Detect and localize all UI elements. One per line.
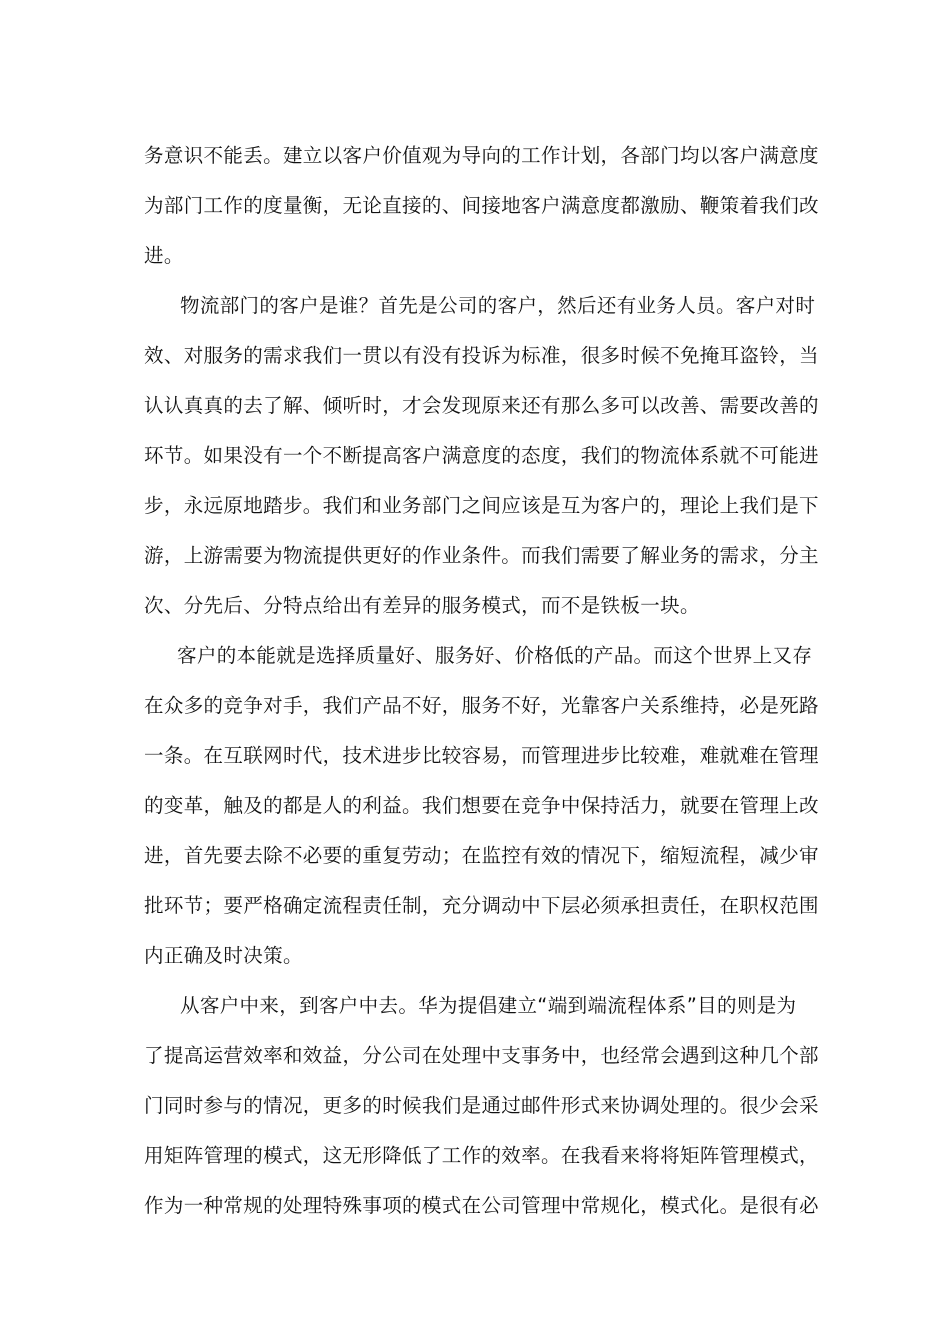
text-line: 进，首先要去除不必要的重复劳动；在监控有效的情况下，缩短流程，减少审 bbox=[144, 844, 819, 867]
text-line: 进。 bbox=[144, 244, 184, 267]
text-line: 的变革，触及的都是人的利益。我们想要在竞争中保持活力，就要在管理上改 bbox=[144, 794, 819, 817]
document-body bbox=[144, 131, 819, 1231]
text-line: 了提高运营效率和效益，分公司在处理中支事务中，也经常会遇到这种几个部 bbox=[144, 1044, 819, 1067]
text-line: 用矩阵管理的模式，这无形降低了工作的效率。在我看来将将矩阵管理模式， bbox=[144, 1144, 819, 1167]
text-line: 门同时参与的情况，更多的时候我们是通过邮件形式来协调处理的。很少会采 bbox=[144, 1094, 819, 1117]
text-line: 为部门工作的度量衡，无论直接的、间接地客户满意度都激励、鞭策着我们改 bbox=[144, 194, 819, 217]
text-line: 批环节；要严格确定流程责任制，充分调动中下层必须承担责任，在职权范围 bbox=[144, 894, 819, 917]
text-line: 一条。在互联网时代，技术进步比较容易，而管理进步比较难，难就难在管理 bbox=[144, 744, 819, 767]
paragraph-4 bbox=[144, 981, 819, 1231]
text-line: 作为一种常规的处理特殊事项的模式在公司管理中常规化，模式化。是很有必 bbox=[144, 1194, 819, 1217]
text-line: 客户的本能就是选择质量好、服务好、价格低的产品。而这个世界上又存 bbox=[177, 644, 813, 667]
text-line: 环节。如果没有一个不断提高客户满意度的态度，我们的物流体系就不可能进 bbox=[144, 444, 819, 467]
text-line: 从客户中来，到客户中去。华为提倡建立“端到端流程体系”目的则是为 bbox=[180, 994, 797, 1017]
text-line: 认认真真的去了解、倾听时，才会发现原来还有那么多可以改善、需要改善的 bbox=[144, 394, 819, 417]
text-line: 次、分先后、分特点给出有差异的服务模式，而不是铁板一块。 bbox=[144, 594, 700, 617]
text-line: 效、对服务的需求我们一贯以有没有投诉为标准，很多时候不免掩耳盗铃，当 bbox=[144, 344, 819, 367]
text-line: 内正确及时决策。 bbox=[144, 944, 303, 967]
text-line: 物流部门的客户是谁？首先是公司的客户，然后还有业务人员。客户对时 bbox=[180, 294, 816, 317]
text-line: 游，上游需要为物流提供更好的作业条件。而我们需要了解业务的需求，分主 bbox=[144, 544, 819, 567]
text-line: 在众多的竞争对手，我们产品不好，服务不好，光靠客户关系维持，必是死路 bbox=[144, 694, 819, 717]
text-line: 务意识不能丢。建立以客户价值观为导向的工作计划，各部门均以客户满意度 bbox=[144, 144, 819, 167]
paragraph-1 bbox=[144, 131, 819, 281]
paragraph-2 bbox=[144, 281, 819, 631]
text-line: 步，永远原地踏步。我们和业务部门之间应该是互为客户的，理论上我们是下 bbox=[144, 494, 819, 517]
paragraph-3 bbox=[144, 631, 819, 981]
